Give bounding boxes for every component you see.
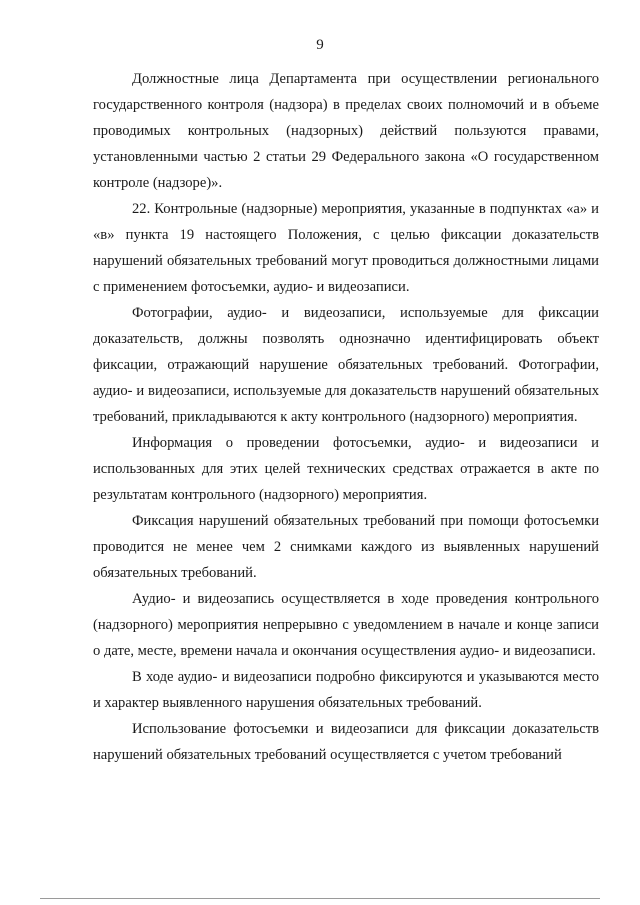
paragraph-22-control-measures: 22. Контрольные (надзорные) мероприятия, указанные в подпунктах «а» и «в» пункта 19 настоящего Положения, с целью фиксации доказательств нарушений обязательных требований могут проводиться должностными лицами с применением фотосъемки, аудио- и видеозаписи. bbox=[93, 201, 599, 295]
page-number: 9 bbox=[316, 37, 324, 53]
paragraph-recording-details: В ходе аудио- и видеозаписи подробно фиксируются и указываются место и характер выявленного нарушения обязательных требований. bbox=[93, 669, 599, 711]
paragraph-photo-requirements: Фотографии, аудио- и видеозаписи, используемые для фиксации доказательств, должны позволять однозначно идентифицировать объект фиксации, отражающий нарушение обязательных требований. Фотографии, аудио- и видеозаписи, используемые для доказательств нарушений обязательных требований, прикладываются к акту контрольного (надзорного) мероприятия. bbox=[93, 305, 599, 425]
paragraph-audio-video-recording: Аудио- и видеозапись осуществляется в ходе проведения контрольного (надзорного) мероприятия непрерывно с уведомлением в начале и конце записи о дате, месте, времени начала и окончания осуществления аудио- и видеозаписи. bbox=[93, 591, 599, 659]
document-body bbox=[93, 66, 599, 768]
bottom-divider bbox=[40, 898, 600, 899]
paragraph-usage-requirements: Использование фотосъемки и видеозаписи для фиксации доказательств нарушений обязательных требований осуществляется с учетом требований bbox=[93, 721, 599, 763]
paragraph-photo-fixation: Фиксация нарушений обязательных требований при помощи фотосъемки проводится не менее чем 2 снимками каждого из выявленных нарушений обязательных требований. bbox=[93, 513, 599, 581]
paragraph-recording-info: Информация о проведении фотосъемки, аудио- и видеозаписи и использованных для этих целей технических средствах отражается в акте по результатам контрольного (надзорного) мероприятия. bbox=[93, 435, 599, 503]
paragraph-officials-rights: Должностные лица Департамента при осуществлении регионального государственного контроля (надзора) в пределах своих полномочий и в объеме проводимых контрольных (надзорных) действий пользуются правами, установленными частью 2 статьи 29 Федерального закона «О государственном контроле (надзоре)». bbox=[93, 71, 599, 191]
